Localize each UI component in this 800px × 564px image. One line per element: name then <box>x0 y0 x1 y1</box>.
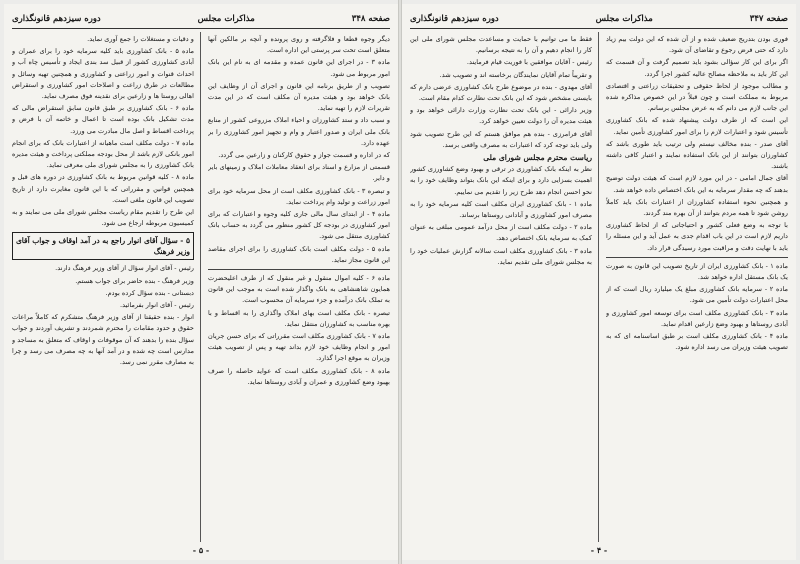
paragraph: رئیس - آقای انوار بفرمائید. <box>119 301 194 310</box>
paragraph: که در اداره و قسمت جواز و حقوق کارکنان و زارعین می گردد. <box>218 151 390 160</box>
paragraph: اگر برای این کار سؤالی بشود باید تصمیم گرفت و آن قسمت که این کار باید به ملاحظه مصالح عالیه کشور اجرا گردد. <box>606 58 788 78</box>
paragraph: انوار - بنده حقیقتا از آقای وزیر فرهنگ متشکرم که کاملاً مراعات حقوق و حدود مقامات را محترم شمردند و تشریف آوردند و جواب سؤال بنده را بدهند که آن موقوفات و اوقاف که متعلق به مساجد و مدارس است چه شده و در آمد آنها به چه مصرف می رسد و چرا به مصارف مقرر نمی رسد. <box>12 313 194 367</box>
paragraph: تصویب و از طریق برنامه این قانون و اجرای آن از وظایف این بانک خواهد بود و هیئت مدیره آن مکلف است که در این مدت تقریرات لازم را تهیه نماید. <box>208 81 390 113</box>
paragraph: رئیس - آقایان موافقین با فوریت قیام فرمایند. <box>466 58 592 67</box>
paragraph: ماده ۶ - بانک کشاورزی بر طبق قانون سابق استقراض مالی که مدت تشکیل بانک بوده است تا اعمال و خاتمه آن با فرض و پرداخت اقساط و اصل مال مبادرت می ورزد. <box>12 104 194 135</box>
paragraph: ماده ۵ - بانک کشاورزی باید کلیه سرمایه خود را برای عمران و آبادی کشاورزی کشور از قبیل سد بندی ایجاد و تأسیس چاه آب و احداث قنوات و امور زراعتی و کشاورزی و همچنین تهیه وسائل و مطالعات در طرق زراعت و اصلاحات امور کشاورزی و استقراض اهالی روستا ها و زارعین برای نقدینه فوق مصرف نماید. <box>12 47 194 101</box>
page-347 <box>402 4 796 560</box>
page-footer-number: - ۴ - <box>590 545 608 555</box>
paragraph: ماده ۱ - بانک کشاورزی ایران مکلف است کلیه سرمایه خود را به مصرف امور کشاورزی و آبادانی روستاها برساند. <box>410 199 592 220</box>
paragraph: و همچنین نحوه استفاده کشاورزان از اعتبارات بانک باید کاملاً روشن شود تا همه مردم بتوانند از آن بهره مند گردند. <box>606 197 788 218</box>
paragraph: این طرح را تقدیم مقام ریاست مجلس شورای ملی می نمایند و به کمیسیون مربوطه ارجاع می شود. <box>12 208 194 228</box>
header-period: دوره سیزدهم قانونگذاری <box>410 14 499 24</box>
header-title: مذاکرات مجلس <box>595 14 653 24</box>
paragraph: ماده ۴ - بانک کشاورزی مکلف است بر طبق اساسنامه ای که به تصویب هیئت وزیران می رسد اداره شود. <box>606 332 788 352</box>
header-rule <box>410 28 788 29</box>
column-right <box>606 34 788 538</box>
paragraph: و سبب داد و ستد کشاورزان و احیاء املاک مزروعی کشور از منابع بانک ملی ایران و صدور اعتبار و وام و تجهیز امور کشاورزی را بر عهده دارد. <box>208 116 390 147</box>
paragraph: ماده ۱ - بانک کشاورزی ایران از تاریخ تصویب این قانون به صورت یک بانک مستقل اداره خواهد شد. <box>606 261 788 282</box>
page-number-label: صفحه ۳۴۷ <box>749 14 788 24</box>
paragraph: دیگر وجوه قطعا و فلاگرفته و روی پرونده و آنچه بر مالکین آنها متعلق است تحت سر پرستی این اداره است. <box>208 35 390 55</box>
paragraph: این است که از طرف دولت پیشنهاد شده که بانک کشاورزی تأسیس شود و اعتبارات لازم را برای امور کشاورزی تأمین نماید. <box>606 116 788 136</box>
paragraph: ماده ۳ - بانک کشاورزی مکلف است سالانه گزارش عملیات خود را به مجلس شورای ملی تقدیم نماید. <box>410 246 592 266</box>
paragraph: دبستانی - بنده سؤال کرده بودم. <box>105 288 194 297</box>
column-right <box>208 34 390 538</box>
column-rule <box>200 32 201 542</box>
paragraph: و تبصره ۳ - بانک کشاورزی مکلف است از محل سرمایه خود برای امور زراعت و تولید وام پرداخت نماید. <box>208 186 390 206</box>
paragraph: وزیر دارائی - این بانک تحت نظارت وزارت دارائی خواهد بود و هیئت مدیره آن را دولت تعیین خواهد کرد. <box>410 106 592 126</box>
column-rule <box>598 32 599 542</box>
paragraph: وزیر فرهنگ - بنده حاضر برای جواب هستم. <box>75 276 194 285</box>
header-rule <box>12 28 390 29</box>
page-number-label: صفحه ۳۴۸ <box>351 14 390 24</box>
paragraph: فقط ما می توانیم با حمایت و مساعدت مجلس شورای ملی این کار را انجام دهیم و آن را به نتیجه برسانیم. <box>410 35 592 55</box>
header-title: مذاکرات مجلس <box>197 14 255 24</box>
paragraph: ماده ۲ - دولت مکلف است از محل درآمد عمومی مبلغی به عنوان کمک به سرمایه بانک اختصاص دهد. <box>410 223 592 243</box>
section-heading: ریاست محترم مجلس شورای ملی <box>483 153 592 163</box>
paragraph: ماده ۷ - بانک کشاورزی مکلف است مقرراتی که برای حسن جریان امور و انجام وظایف خود لازم بداند تهیه و پس از تصویب هیئت وزیران به موقع اجرا گذارد. <box>208 332 390 363</box>
section-rule <box>606 257 788 258</box>
paragraph: آقای مهدوی - بنده در موضوع طرح بانک کشاورزی عرضی دارم که بایستی مشخص شود که این بانک تحت نظارت کدام مقام است. <box>410 82 592 103</box>
paragraph: ماده ۲ - سرمایه بانک کشاورزی مبلغ یک میلیارد ریال است که از محل اعتبارات دولت تأمین می شود. <box>606 285 788 305</box>
paragraph: رئیس - آقای انوار سؤال از آقای وزیر فرهنگ دارند. <box>55 264 194 273</box>
paragraph: با توجه به وضع فعلی کشور و احتیاجاتی که از لحاظ کشاورزی داریم لازم است در این باب اقدام جدی به عمل آید و این مسئله را باید با نهایت دقت و مراقبت مورد رسیدگی قرار داد. <box>606 221 788 252</box>
paragraph: آقای فرامرزی - بنده هم موافق هستم که این طرح تصویب شود ولی باید توجه کرد که اعتبارات به مصرف واقعی برسد. <box>410 129 592 149</box>
page-header <box>410 12 788 26</box>
paragraph: آقای جمال امامی - در این مورد لازم است که هیئت دولت توضیح بدهند که چه مقدار سرمایه به این بانک اختصاص داده خواهد شد. <box>606 174 788 194</box>
paragraph: و تقریباً تمام آقایان نمایندگان برخاسته اند و تصویب شد. <box>439 70 592 79</box>
paragraph: فوری بودن بتدریج ضعیف شده و از آن شده که این دولت بیم زیاد دارد که حتی فرض رجوع و تقاضای آن شود. <box>606 35 788 55</box>
paragraph: ماده ۸ - کلیه قوانین مربوط به بانک کشاورزی در دوره های قبل و همچنین قوانین و مقرراتی که با این قانون مغایرت دارد از تاریخ تصویب این قانون ملغی است. <box>12 173 194 204</box>
paragraph: ماده ۸ - بانک کشاورزی مکلف است که عواید حاصله را صرف بهبود وضع کشاورزی و عمران و آبادی روستاها نماید. <box>208 366 390 386</box>
paragraph: ماده ۷ - دولت مکلف است ماهیانه از اعتبارات بانک که برای انجام امور بانکی لازم باشد از محل بودجه مملکتی پرداخت و هیئت مدیره بانک کشاورزی را به مجلس شورای ملی معرفی نماید. <box>12 138 194 170</box>
column-left <box>410 34 592 538</box>
page-footer-number: - ۵ - <box>192 545 210 555</box>
paragraph: و مطالب موجود از لحاظ حقوقی و تحقیقات زراعتی و اقتصادی مربوط به مملکت است و چون قبلاً در این خصوص مذاکره شده این جانب لازم می دانم که به عرض مجلس برسانم. <box>606 81 788 113</box>
paragraph: ماده ۴ - از ابتدای سال مالی جاری کلیه وجوه و اعتبارات که برای امور کشاورزی در بودجه کل کشور منظور می گردد به حساب بانک کشاورزی منتقل می شود. <box>208 210 390 241</box>
paragraph: ماده ۳ - بانک کشاورزی مکلف است برای توسعه امور کشاورزی و آبادی روستاها و بهبود وضع زارعین اقدام نماید. <box>606 308 788 328</box>
paragraph: ماده ۳ - در اجرای این قانون عمده و مقدمه ای به نام این بانک امور مربوط می شود. <box>208 58 390 78</box>
paragraph: قسمتی از مزارع و اسناد برای انعقاد معاملات املاک و زمینهای بایر و دایر. <box>208 163 390 183</box>
paragraph: آقای صدر - بنده مخالف نیستم ولی ترتیب باید طوری باشد که کشاورزان بتوانند از این بانک استفاده نمایند و اعتبار کافی داشته باشند. <box>606 139 788 171</box>
paragraph: و دقیات و مستغلات را جمع آوری نماید. <box>87 35 194 43</box>
paragraph: ماده ۵ - دولت مکلف است بانک کشاورزی را برای اجرای مقاصد این قانون مجاز نماید. <box>208 244 390 264</box>
page-348 <box>4 4 398 560</box>
page-header <box>12 12 390 26</box>
section-title-box: ۵ - سؤال آقای انوار راجع به در آمد اوقاف و جواب آقای وزیر فرهنگ <box>12 232 194 260</box>
header-period: دوره سیزدهم قانونگذاری <box>12 14 101 24</box>
section-rule <box>208 269 390 270</box>
paragraph: نظر به اینکه بانک کشاورزی در ترقی و بهبود وضع کشاورزی کشور اهمیت بسزایی دارد و برای اینکه این بانک بتواند وظایف خود را به نحو احسن انجام دهد طرح زیر را تقدیم می نماییم. <box>410 165 592 196</box>
paragraph: ماده ۶ - کلیه اموال منقول و غیر منقول که از طرف اعلیحضرت همایون شاهنشاهی به بانک واگذار شده است به موجب این قانون به تملک بانک درآمده و جزء سرمایه آن محسوب است. <box>208 274 390 305</box>
column-left <box>12 34 194 538</box>
paragraph: تبصره - بانک مکلف است بهای املاک واگذاری را به اقساط و با بهره مناسب به کشاورزان منتقل نماید. <box>208 308 390 328</box>
